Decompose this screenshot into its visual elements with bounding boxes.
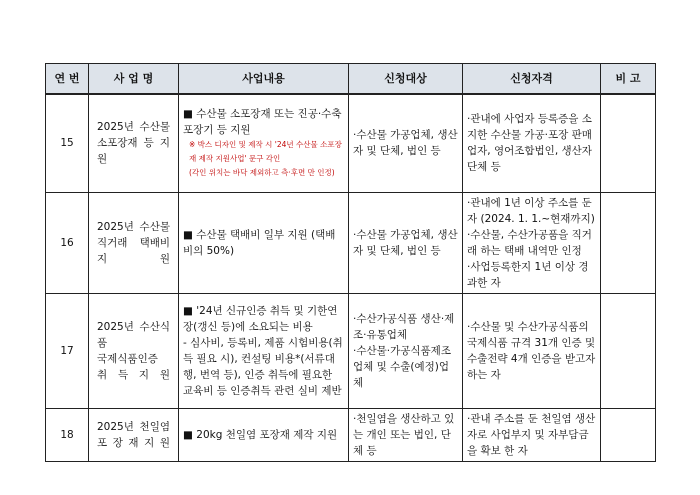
name-line: 2025년 수산물 [97, 220, 170, 233]
project-table [45, 63, 656, 462]
target [349, 94, 463, 192]
header-remark: 비 고 [601, 64, 656, 95]
remark [601, 192, 656, 293]
qual-line: ·관내 주소를 둔 천일염 생산자로 사업부지 및 자부담금을 확보 한 자 [467, 412, 596, 457]
content-line: ■ 수산물 소포장재 또는 진공·수축 포장기 등 지원 [183, 108, 342, 137]
content-line: ■ '24년 신규인증 취득 및 기한연장(갱신 등)에 소요되는 비용 [183, 304, 338, 333]
qual-line: ·수산물, 수산가공품을 직거래 하는 택배 내역만 인정 [467, 228, 592, 257]
target-line: ·천일염을 생산하고 있는 개인 또는 법인, 단체 등 [353, 412, 455, 457]
note-line: ※ 박스 디자인 및 제작 시 '24년 수산물 소포장재 제작 지원사업' 문구 각인 [189, 140, 342, 164]
row-number: 18 [46, 408, 89, 461]
content-line: - 심사비, 등록비, 제품 시험비용(취득 필요 시), 컨설팅 비용*(서류대행, 번역 등), 인증 취득에 필요한 교육비 등 인증취득 관련 실비 제반 [183, 336, 343, 397]
row-number: 17 [46, 293, 89, 408]
project-name [89, 192, 179, 293]
target [349, 293, 463, 408]
qual-line: ·관내에 사업자 등록증을 소지한 수산물 가공·포장 판매업자, 영어조합법인, 생산자 단체 등 [467, 113, 592, 174]
qualification [463, 293, 601, 408]
name-line: 취 득 지 원 [97, 368, 170, 381]
table-row [46, 408, 656, 461]
header-row [46, 64, 656, 95]
name-line: 소포장재 등 지원 [97, 137, 170, 166]
header-name: 사 업 명 [89, 64, 179, 95]
name-line: 2025년 수산물 [97, 121, 170, 134]
project-content [179, 408, 349, 461]
row-number: 16 [46, 192, 89, 293]
project-name [89, 408, 179, 461]
qual-line: ·수산물 및 수산가공식품의 국제식품 규격 31개 인증 및 수출전략 4개 인증을 받고자 하는 자 [467, 320, 596, 381]
project-content [179, 94, 349, 192]
project-content [179, 293, 349, 408]
name-line: 국제식품인증 [97, 352, 158, 365]
row-number: 15 [46, 94, 89, 192]
project-name [89, 293, 179, 408]
qualification [463, 192, 601, 293]
target [349, 192, 463, 293]
target-line: ·수산물 가공업체, 생산자 및 단체, 법인 등 [353, 228, 458, 257]
qualification [463, 94, 601, 192]
remark [601, 94, 656, 192]
note-line: (각인 위치는 바닥 제외하고 측·후면 만 인정) [189, 168, 335, 178]
content-line: ■ 수산물 택배비 일부 지원 (택배비의 50%) [183, 228, 336, 257]
header-no: 연 번 [46, 64, 89, 95]
name-line: 포 장 재 지 원 [97, 436, 170, 449]
header-qualification: 신청자격 [463, 64, 601, 95]
project-name [89, 94, 179, 192]
name-line: 직거래 택배비 [97, 236, 170, 249]
remark [601, 408, 656, 461]
target-line: ·수산물·가공식품제조업체 및 수출(예정)업체 [353, 344, 451, 389]
header-content: 사업내용 [179, 64, 349, 95]
header-target: 신청대상 [349, 64, 463, 95]
qualification [463, 408, 601, 461]
qual-line: ·사업등록한지 1년 이상 경과한 자 [467, 260, 589, 289]
name-line: 2025년 수산식품 [97, 320, 170, 349]
content-line: ■ 20kg 천일염 포장재 제작 지원 [183, 428, 338, 441]
table-row [46, 293, 656, 408]
target-line: ·수산가공식품 생산·제조·유통업체 [353, 312, 455, 341]
table-row [46, 192, 656, 293]
name-line: 2025년 천일염 [97, 420, 170, 433]
remark [601, 293, 656, 408]
project-content [179, 192, 349, 293]
table-row [46, 94, 656, 192]
target-line: ·수산물 가공업체, 생산자 및 단체, 법인 등 [353, 129, 458, 158]
name-line: 지 원 [97, 252, 170, 265]
target [349, 408, 463, 461]
qual-line: ·관내에 1년 이상 주소를 둔자 (2024. 1. 1.~현재까지) [467, 196, 595, 225]
